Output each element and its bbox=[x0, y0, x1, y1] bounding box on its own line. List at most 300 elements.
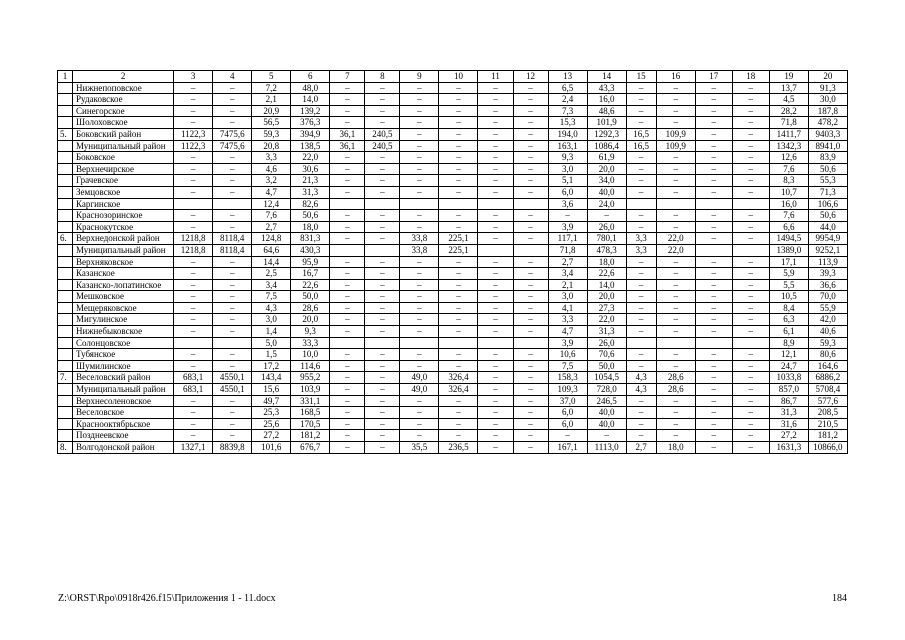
row-name: Мешковское bbox=[73, 291, 174, 303]
value-cell bbox=[213, 198, 252, 210]
value-cell: – bbox=[400, 94, 439, 106]
row-number: 8. bbox=[58, 442, 73, 454]
value-cell: – bbox=[656, 221, 695, 233]
value-cell: 33,8 bbox=[400, 233, 439, 245]
value-cell: 8,3 bbox=[769, 175, 808, 187]
value-cell: – bbox=[513, 233, 548, 245]
row-number bbox=[58, 256, 73, 268]
value-cell: 18,0 bbox=[587, 256, 626, 268]
table-row bbox=[58, 82, 848, 94]
value-cell: – bbox=[656, 302, 695, 314]
value-cell: 16,0 bbox=[587, 94, 626, 106]
value-cell: 4,5 bbox=[769, 94, 808, 106]
value-cell: – bbox=[400, 152, 439, 164]
value-cell: – bbox=[732, 128, 769, 140]
value-cell: 27,3 bbox=[587, 302, 626, 314]
value-cell: 1494,5 bbox=[769, 233, 808, 245]
value-cell: – bbox=[513, 407, 548, 419]
value-cell: – bbox=[626, 360, 656, 372]
value-cell: – bbox=[478, 279, 513, 291]
value-cell: 22,6 bbox=[291, 279, 330, 291]
value-cell: – bbox=[478, 360, 513, 372]
value-cell: 61,9 bbox=[587, 152, 626, 164]
value-cell: – bbox=[695, 279, 732, 291]
value-cell: – bbox=[513, 140, 548, 152]
value-cell: – bbox=[174, 326, 213, 338]
value-cell: – bbox=[213, 326, 252, 338]
value-cell: – bbox=[478, 186, 513, 198]
value-cell: – bbox=[695, 94, 732, 106]
value-cell: 113,9 bbox=[808, 256, 847, 268]
value-cell: 14,0 bbox=[291, 94, 330, 106]
value-cell: – bbox=[365, 418, 400, 430]
value-cell: – bbox=[365, 163, 400, 175]
column-number-header: 17 bbox=[695, 71, 732, 83]
row-number bbox=[58, 268, 73, 280]
value-cell: 26,0 bbox=[587, 337, 626, 349]
value-cell bbox=[732, 198, 769, 210]
value-cell: – bbox=[478, 291, 513, 303]
value-cell: – bbox=[656, 94, 695, 106]
value-cell: – bbox=[213, 210, 252, 222]
row-name: Верхнесоленовское bbox=[73, 395, 174, 407]
value-cell: – bbox=[513, 442, 548, 454]
value-cell: 158,3 bbox=[548, 372, 587, 384]
value-cell: 187,8 bbox=[808, 105, 847, 117]
value-cell: – bbox=[174, 94, 213, 106]
value-cell: 194,0 bbox=[548, 128, 587, 140]
value-cell: – bbox=[439, 105, 478, 117]
value-cell: – bbox=[174, 117, 213, 129]
value-cell: 18,0 bbox=[291, 221, 330, 233]
value-cell: – bbox=[656, 152, 695, 164]
value-cell: – bbox=[330, 326, 365, 338]
value-cell: – bbox=[626, 349, 656, 361]
value-cell: – bbox=[365, 314, 400, 326]
value-cell: – bbox=[656, 360, 695, 372]
value-cell: 7,5 bbox=[252, 291, 291, 303]
value-cell: – bbox=[213, 117, 252, 129]
value-cell: – bbox=[330, 407, 365, 419]
table-row bbox=[58, 210, 848, 222]
row-number: 6. bbox=[58, 233, 73, 245]
value-cell: 4,3 bbox=[252, 302, 291, 314]
value-cell: – bbox=[213, 430, 252, 442]
value-cell: – bbox=[365, 302, 400, 314]
value-cell: 50,6 bbox=[808, 163, 847, 175]
value-cell: 3,3 bbox=[252, 152, 291, 164]
value-cell: 71,8 bbox=[769, 117, 808, 129]
row-name: Муниципальный район bbox=[73, 384, 174, 396]
value-cell: 16,5 bbox=[626, 128, 656, 140]
table-row bbox=[58, 384, 848, 396]
value-cell: – bbox=[330, 94, 365, 106]
value-cell: – bbox=[400, 302, 439, 314]
value-cell: 16,7 bbox=[291, 268, 330, 280]
value-cell: 28,2 bbox=[769, 105, 808, 117]
value-cell: 20,9 bbox=[252, 105, 291, 117]
value-cell: 1389,0 bbox=[769, 244, 808, 256]
value-cell: 10,0 bbox=[291, 349, 330, 361]
value-cell: 2,7 bbox=[548, 256, 587, 268]
value-cell bbox=[513, 244, 548, 256]
header-row bbox=[58, 71, 848, 83]
value-cell: – bbox=[330, 117, 365, 129]
value-cell: – bbox=[174, 105, 213, 117]
value-cell bbox=[513, 337, 548, 349]
value-cell: 2,1 bbox=[252, 94, 291, 106]
value-cell: 83,9 bbox=[808, 152, 847, 164]
value-cell: – bbox=[513, 186, 548, 198]
table-row bbox=[58, 268, 848, 280]
value-cell: 40,0 bbox=[587, 186, 626, 198]
value-cell: – bbox=[656, 395, 695, 407]
row-number bbox=[58, 430, 73, 442]
value-cell: 44,0 bbox=[808, 221, 847, 233]
value-cell: 5,5 bbox=[769, 279, 808, 291]
row-number bbox=[58, 395, 73, 407]
value-cell: 831,3 bbox=[291, 233, 330, 245]
value-cell: 4,1 bbox=[548, 302, 587, 314]
value-cell: 114,6 bbox=[291, 360, 330, 372]
value-cell: – bbox=[478, 117, 513, 129]
value-cell: – bbox=[513, 256, 548, 268]
value-cell: – bbox=[513, 430, 548, 442]
value-cell bbox=[174, 198, 213, 210]
value-cell: 208,5 bbox=[808, 407, 847, 419]
value-cell: – bbox=[478, 140, 513, 152]
value-cell: – bbox=[478, 82, 513, 94]
row-name: Волгодонской район bbox=[73, 442, 174, 454]
value-cell: – bbox=[174, 302, 213, 314]
value-cell: 9403,3 bbox=[808, 128, 847, 140]
row-name: Верхнедонской район bbox=[73, 233, 174, 245]
value-cell: 4,3 bbox=[626, 372, 656, 384]
value-cell: – bbox=[695, 256, 732, 268]
value-cell: – bbox=[478, 349, 513, 361]
value-cell: 36,1 bbox=[330, 140, 365, 152]
value-cell: 728,0 bbox=[587, 384, 626, 396]
row-number bbox=[58, 82, 73, 94]
value-cell: 3,2 bbox=[252, 175, 291, 187]
value-cell: 31,3 bbox=[587, 326, 626, 338]
value-cell bbox=[478, 337, 513, 349]
value-cell: – bbox=[695, 82, 732, 94]
value-cell: – bbox=[365, 175, 400, 187]
value-cell: – bbox=[213, 268, 252, 280]
value-cell: 22,0 bbox=[587, 314, 626, 326]
value-cell: 25,3 bbox=[252, 407, 291, 419]
row-number bbox=[58, 244, 73, 256]
value-cell: – bbox=[400, 349, 439, 361]
value-cell: – bbox=[439, 291, 478, 303]
value-cell: – bbox=[513, 175, 548, 187]
value-cell: – bbox=[330, 291, 365, 303]
value-cell: – bbox=[400, 360, 439, 372]
value-cell: 22,0 bbox=[656, 233, 695, 245]
value-cell: 12,4 bbox=[252, 198, 291, 210]
value-cell: 6,1 bbox=[769, 326, 808, 338]
value-cell: 70,0 bbox=[808, 291, 847, 303]
value-cell: 6,0 bbox=[548, 186, 587, 198]
value-cell: – bbox=[513, 94, 548, 106]
value-cell: – bbox=[656, 117, 695, 129]
value-cell: 3,6 bbox=[548, 198, 587, 210]
value-cell: 236,5 bbox=[439, 442, 478, 454]
column-number-header: 2 bbox=[73, 71, 174, 83]
value-cell: – bbox=[365, 105, 400, 117]
value-cell: 117,1 bbox=[548, 233, 587, 245]
table-row bbox=[58, 244, 848, 256]
value-cell: – bbox=[439, 82, 478, 94]
value-cell: – bbox=[439, 94, 478, 106]
value-cell: – bbox=[330, 360, 365, 372]
value-cell: 1122,3 bbox=[174, 128, 213, 140]
value-cell: – bbox=[732, 302, 769, 314]
value-cell: – bbox=[478, 372, 513, 384]
value-cell: 4,7 bbox=[548, 326, 587, 338]
value-cell: 22,0 bbox=[291, 152, 330, 164]
value-cell: 49,0 bbox=[400, 372, 439, 384]
value-cell: – bbox=[400, 256, 439, 268]
column-number-header: 12 bbox=[513, 71, 548, 83]
value-cell: – bbox=[174, 314, 213, 326]
value-cell: 109,3 bbox=[548, 384, 587, 396]
value-cell: 3,9 bbox=[548, 337, 587, 349]
row-number bbox=[58, 418, 73, 430]
value-cell: 17,1 bbox=[769, 256, 808, 268]
value-cell: – bbox=[513, 384, 548, 396]
value-cell bbox=[478, 198, 513, 210]
value-cell: – bbox=[478, 163, 513, 175]
value-cell: 20,0 bbox=[587, 291, 626, 303]
value-cell: 10,7 bbox=[769, 186, 808, 198]
value-cell: – bbox=[439, 326, 478, 338]
value-cell: – bbox=[439, 256, 478, 268]
value-cell: 1,5 bbox=[252, 349, 291, 361]
value-cell: 430,3 bbox=[291, 244, 330, 256]
value-cell: 7,6 bbox=[769, 163, 808, 175]
value-cell: – bbox=[365, 279, 400, 291]
value-cell: – bbox=[400, 175, 439, 187]
value-cell: 168,5 bbox=[291, 407, 330, 419]
value-cell: 9,3 bbox=[548, 152, 587, 164]
value-cell: – bbox=[513, 128, 548, 140]
value-cell: 683,1 bbox=[174, 384, 213, 396]
value-cell: – bbox=[400, 105, 439, 117]
value-cell: – bbox=[626, 256, 656, 268]
value-cell: – bbox=[478, 233, 513, 245]
value-cell: – bbox=[478, 105, 513, 117]
value-cell: – bbox=[732, 407, 769, 419]
table-row bbox=[58, 221, 848, 233]
value-cell: 10866,0 bbox=[808, 442, 847, 454]
value-cell: 109,9 bbox=[656, 140, 695, 152]
value-cell: 6,0 bbox=[548, 418, 587, 430]
table-row bbox=[58, 407, 848, 419]
value-cell: 33,3 bbox=[291, 337, 330, 349]
value-cell: – bbox=[330, 186, 365, 198]
table-body bbox=[58, 71, 848, 454]
value-cell: 55,3 bbox=[808, 175, 847, 187]
row-number bbox=[58, 326, 73, 338]
table-row bbox=[58, 140, 848, 152]
value-cell: 20,0 bbox=[291, 314, 330, 326]
value-cell: – bbox=[174, 210, 213, 222]
value-cell bbox=[330, 337, 365, 349]
row-number bbox=[58, 198, 73, 210]
value-cell: 3,3 bbox=[626, 244, 656, 256]
value-cell: – bbox=[695, 221, 732, 233]
value-cell: 240,5 bbox=[365, 140, 400, 152]
value-cell bbox=[365, 244, 400, 256]
row-name: Каргинское bbox=[73, 198, 174, 210]
value-cell: 7,2 bbox=[252, 82, 291, 94]
value-cell bbox=[695, 198, 732, 210]
value-cell: 17,2 bbox=[252, 360, 291, 372]
column-number-header: 13 bbox=[548, 71, 587, 83]
row-number bbox=[58, 94, 73, 106]
value-cell: 30,0 bbox=[808, 94, 847, 106]
value-cell: – bbox=[400, 210, 439, 222]
table-row bbox=[58, 337, 848, 349]
value-cell: 106,6 bbox=[808, 198, 847, 210]
value-cell: 138,5 bbox=[291, 140, 330, 152]
value-cell: 8,4 bbox=[769, 302, 808, 314]
value-cell: 3,0 bbox=[252, 314, 291, 326]
value-cell: – bbox=[656, 175, 695, 187]
row-number bbox=[58, 210, 73, 222]
value-cell: 9954,9 bbox=[808, 233, 847, 245]
value-cell: – bbox=[513, 117, 548, 129]
table-row bbox=[58, 442, 848, 454]
value-cell: – bbox=[626, 407, 656, 419]
value-cell: – bbox=[478, 268, 513, 280]
value-cell: – bbox=[400, 163, 439, 175]
value-cell: – bbox=[365, 326, 400, 338]
value-cell: – bbox=[439, 163, 478, 175]
value-cell: – bbox=[330, 175, 365, 187]
value-cell: – bbox=[478, 302, 513, 314]
value-cell: – bbox=[439, 140, 478, 152]
value-cell: 12,1 bbox=[769, 349, 808, 361]
column-number-header: 19 bbox=[769, 71, 808, 83]
value-cell: 225,1 bbox=[439, 244, 478, 256]
value-cell: 1033,8 bbox=[769, 372, 808, 384]
value-cell: – bbox=[656, 82, 695, 94]
value-cell: – bbox=[174, 407, 213, 419]
value-cell: – bbox=[513, 360, 548, 372]
row-number bbox=[58, 384, 73, 396]
value-cell: 163,1 bbox=[548, 140, 587, 152]
value-cell bbox=[400, 337, 439, 349]
value-cell: 240,5 bbox=[365, 128, 400, 140]
table-row bbox=[58, 163, 848, 175]
value-cell: – bbox=[732, 372, 769, 384]
value-cell: – bbox=[695, 326, 732, 338]
row-name: Краснооктябрьское bbox=[73, 418, 174, 430]
value-cell: – bbox=[213, 407, 252, 419]
value-cell: – bbox=[626, 152, 656, 164]
value-cell: 4550,1 bbox=[213, 372, 252, 384]
value-cell: 31,3 bbox=[769, 407, 808, 419]
value-cell: 21,3 bbox=[291, 175, 330, 187]
value-cell: – bbox=[732, 384, 769, 396]
value-cell: – bbox=[695, 291, 732, 303]
value-cell: 28,6 bbox=[656, 384, 695, 396]
value-cell: 28,6 bbox=[291, 302, 330, 314]
value-cell bbox=[626, 198, 656, 210]
value-cell: – bbox=[330, 349, 365, 361]
value-cell: – bbox=[400, 268, 439, 280]
value-cell: 13,7 bbox=[769, 82, 808, 94]
value-cell: – bbox=[695, 163, 732, 175]
row-name: Веселовский район bbox=[73, 372, 174, 384]
value-cell: – bbox=[513, 105, 548, 117]
value-cell: – bbox=[695, 442, 732, 454]
value-cell: – bbox=[365, 152, 400, 164]
value-cell: 101,6 bbox=[252, 442, 291, 454]
value-cell: – bbox=[174, 175, 213, 187]
row-name: Рудаковское bbox=[73, 94, 174, 106]
value-cell: 24,7 bbox=[769, 360, 808, 372]
table-row bbox=[58, 291, 848, 303]
value-cell: – bbox=[365, 233, 400, 245]
value-cell bbox=[732, 244, 769, 256]
row-name: Мигулинское bbox=[73, 314, 174, 326]
row-number: 5. bbox=[58, 128, 73, 140]
value-cell: – bbox=[365, 221, 400, 233]
value-cell: – bbox=[656, 105, 695, 117]
value-cell: 394,9 bbox=[291, 128, 330, 140]
value-cell: – bbox=[400, 430, 439, 442]
value-cell: – bbox=[548, 210, 587, 222]
value-cell: – bbox=[626, 430, 656, 442]
value-cell: – bbox=[439, 430, 478, 442]
value-cell: 4550,1 bbox=[213, 384, 252, 396]
table-row bbox=[58, 256, 848, 268]
value-cell: – bbox=[732, 279, 769, 291]
value-cell: – bbox=[174, 256, 213, 268]
value-cell: 5,1 bbox=[548, 175, 587, 187]
row-name: Боковский район bbox=[73, 128, 174, 140]
value-cell bbox=[439, 337, 478, 349]
data-table bbox=[57, 70, 848, 454]
value-cell: – bbox=[513, 268, 548, 280]
value-cell: – bbox=[330, 314, 365, 326]
value-cell: 7475,6 bbox=[213, 140, 252, 152]
value-cell: – bbox=[513, 349, 548, 361]
value-cell: 40,0 bbox=[587, 418, 626, 430]
value-cell: 31,3 bbox=[291, 186, 330, 198]
value-cell: – bbox=[513, 326, 548, 338]
value-cell: 18,0 bbox=[656, 442, 695, 454]
value-cell: – bbox=[695, 210, 732, 222]
value-cell: 1327,1 bbox=[174, 442, 213, 454]
value-cell: 955,2 bbox=[291, 372, 330, 384]
value-cell: 5,0 bbox=[252, 337, 291, 349]
value-cell: 30,6 bbox=[291, 163, 330, 175]
value-cell: – bbox=[213, 349, 252, 361]
value-cell: – bbox=[513, 372, 548, 384]
value-cell: – bbox=[478, 221, 513, 233]
row-number bbox=[58, 360, 73, 372]
column-number-header: 6 bbox=[291, 71, 330, 83]
row-number: 7. bbox=[58, 372, 73, 384]
value-cell: 64,6 bbox=[252, 244, 291, 256]
value-cell: 35,5 bbox=[400, 442, 439, 454]
value-cell: – bbox=[732, 442, 769, 454]
